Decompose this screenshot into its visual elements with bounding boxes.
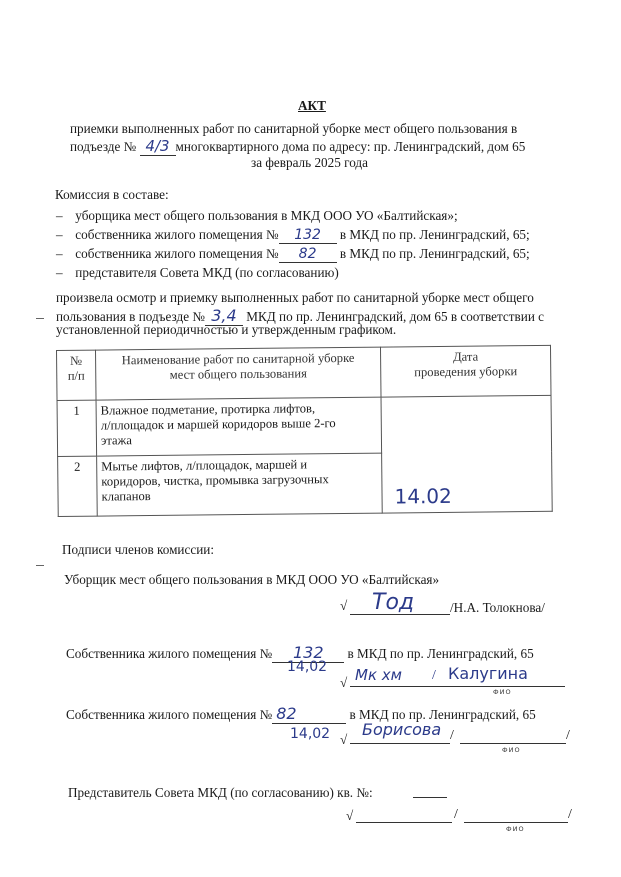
council-separator: / <box>454 807 458 822</box>
commission-member-4 <box>56 265 339 281</box>
header-date <box>380 345 551 397</box>
commission-member-1 <box>56 208 458 224</box>
owner-2-signature-line <box>350 743 450 744</box>
row-2-work <box>97 453 383 516</box>
margin-mark <box>36 318 44 319</box>
council-signature-line <box>356 822 452 823</box>
owner-2-prefix: Собственника жилого помещения № <box>66 707 273 722</box>
council-label: Представитель Совета МКД (по согласованию) кв. №: <box>68 785 373 800</box>
header-line-1: приемки выполненных работ по санитарной уборке мест общего пользования в <box>70 121 518 136</box>
inspection-line-3: установленной периодичностью и утвержденным графиком. <box>56 322 397 337</box>
council-end-slash: / <box>568 807 572 822</box>
owner-1-apartment-handwritten: 132 <box>272 643 344 663</box>
header-line-2 <box>70 137 525 156</box>
owner-1-suffix: в МКД по пр. Ленинградский, 65 <box>347 646 534 661</box>
header-work-name <box>96 347 382 400</box>
owner-2-check: √ <box>340 732 348 747</box>
member-3-apartment-handwritten: 82 <box>279 246 337 263</box>
commission-member-2 <box>56 227 530 244</box>
owner-2-suffix: в МКД по пр. Ленинградский, 65 <box>349 707 536 722</box>
row-1-line: Влажное подметание, протирка лифтов, <box>100 401 316 418</box>
list-dash: – <box>56 265 63 280</box>
owner-1-check: √ <box>340 675 348 690</box>
date-cell <box>381 395 552 513</box>
member-4-text: представителя Совета МКД (по согласованию) <box>75 265 339 280</box>
row-2-num: 2 <box>58 456 98 516</box>
owner-1-signature-handwritten: Мк хм <box>355 666 402 684</box>
header-line-2-suffix: многоквартирного дома по адресу: пр. Ленинградский, дом 65 <box>175 139 526 154</box>
document-title: АКТ <box>298 98 326 113</box>
row-1-line: этажа <box>100 433 132 448</box>
member-2-suffix: в МКД по пр. Ленинградский, 65; <box>339 227 530 242</box>
row-1-num: 1 <box>57 400 97 456</box>
row-1-work <box>96 397 382 456</box>
entrance-number-handwritten: 4/3 <box>140 137 176 156</box>
owner-2-separator: / <box>450 728 454 743</box>
member-2-prefix: собственника жилого помещения № <box>75 227 279 242</box>
commission-intro: Комиссия в составе: <box>55 187 169 202</box>
council-check: √ <box>346 808 354 823</box>
owner-2-date-handwritten: 14,02 <box>290 726 331 742</box>
council-apartment-line <box>413 797 447 798</box>
council-fio-caption: ФИО <box>506 825 525 833</box>
row-2-line: коридоров, чистка, промывка загрузочных <box>101 472 329 489</box>
header-num <box>57 350 97 400</box>
cleaner-signature-handwritten: Тод <box>372 590 415 615</box>
member-3-suffix: в МКД по пр. Ленинградский, 65; <box>339 246 530 261</box>
owner-1-date-handwritten: 14,02 <box>287 659 328 675</box>
owner-2-signature-handwritten: Борисова <box>362 720 442 739</box>
council-name-line <box>464 822 568 823</box>
cleaner-check: √ <box>340 598 348 613</box>
list-dash: – <box>56 227 63 242</box>
row-2-line: Мытье лифтов, л/площадок, маршей и <box>101 457 308 474</box>
member-2-apartment-handwritten: 132 <box>279 227 337 244</box>
header-name-line-2: мест общего пользования <box>169 366 307 382</box>
list-dash: – <box>56 208 63 223</box>
date-handwritten: 14.02 <box>394 483 452 509</box>
header-num-line-1: № <box>70 353 83 368</box>
row-2-line: клапанов <box>101 489 151 504</box>
owner-2-line <box>66 704 536 724</box>
signatures-heading: Подписи членов комиссии: <box>62 542 214 557</box>
owner-2-end-slash: / <box>566 728 570 743</box>
owner-1-prefix: Собственника жилого помещения № <box>66 646 273 661</box>
inspection-line-2-suffix: МКД по пр. Ленинградский, дом 65 в соответствии с <box>246 309 545 324</box>
table-header-row <box>57 345 551 400</box>
header-num-line-2: п/п <box>67 368 85 383</box>
list-dash: – <box>56 246 63 261</box>
inspection-line-1: произвела осмотр и приемку выполненных работ по санитарной уборке мест общего <box>56 290 534 305</box>
commission-member-3 <box>56 246 530 263</box>
owner-1-fio-caption: ФИО <box>493 688 512 696</box>
cleaner-name: /Н.А. Толокнова/ <box>450 600 545 615</box>
member-1-text: уборщика мест общего пользования в МКД ООО УО «Балтийская»; <box>75 208 458 223</box>
owner-1-separator: / <box>432 668 436 683</box>
owner-2-name-line <box>460 743 566 744</box>
works-table <box>56 345 553 517</box>
header-line-2-prefix: подъезде № <box>70 139 137 154</box>
inspection-entrance-handwritten: 3,4 <box>205 306 243 326</box>
row-1-line: л/площадок и маршей коридоров выше 2-го <box>100 416 336 433</box>
header-date-line-1: Дата <box>452 349 479 364</box>
header-line-3: за февраль 2025 года <box>251 155 368 170</box>
table-row <box>57 395 552 456</box>
member-3-prefix: собственника жилого помещения № <box>75 246 279 261</box>
header-name-line-1: Наименование работ по санитарной уборке <box>121 350 355 368</box>
margin-mark <box>36 565 44 566</box>
header-date-line-2: проведения уборки <box>414 364 518 380</box>
owner-1-name-handwritten: Калугина <box>448 664 528 683</box>
owner-1-signature-line <box>350 686 565 687</box>
owner-2-fio-caption: ФИО <box>502 746 521 754</box>
cleaner-label: Уборщик мест общего пользования в МКД ООО УО «Балтийская» <box>64 572 440 587</box>
owner-2-apartment-handwritten: 82 <box>272 704 346 724</box>
inspection-line-2-prefix: пользования в подъезде № <box>56 309 205 324</box>
